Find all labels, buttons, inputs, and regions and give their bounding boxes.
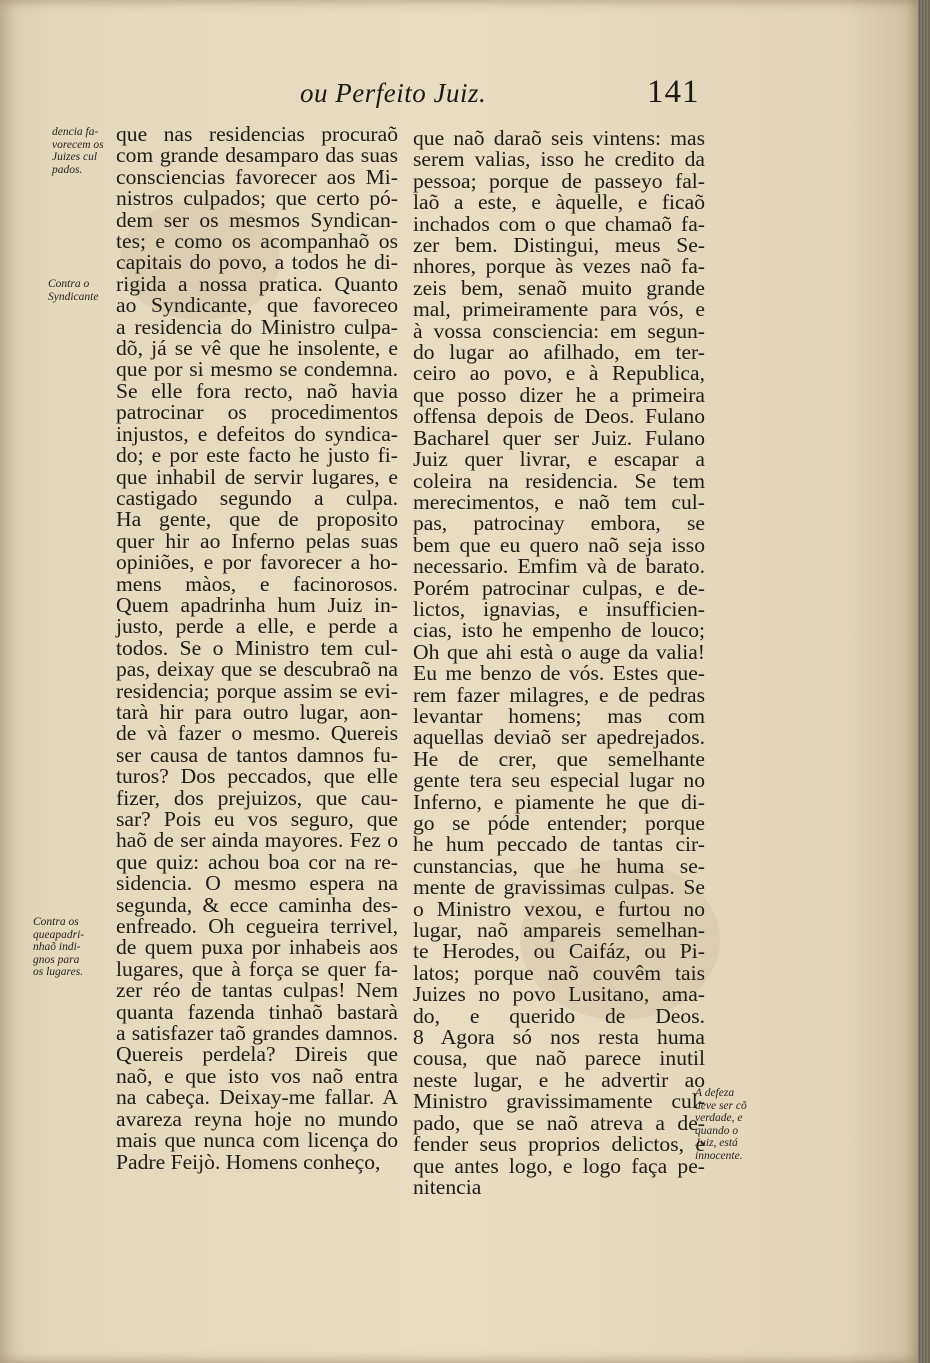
- margin-note-line: Contra os: [33, 916, 79, 928]
- margin-note-line: vorecem os: [52, 138, 104, 151]
- text-line: lugar, naõ ampareis semelhan-: [413, 918, 705, 943]
- text-line: merecimentos, e naõ tem cul-: [413, 489, 705, 514]
- text-line: de quem puxa por inhabeis aos: [116, 935, 398, 960]
- text-line: com grande desamparo das suas: [116, 143, 398, 168]
- text-line: do; e por este facto he justo fi-: [116, 443, 398, 468]
- text-line: Bacharel quer ser Juiz. Fulano: [413, 425, 705, 450]
- text-line: avareza reyna hoje no mundo: [116, 1106, 398, 1131]
- text-line: que antes logo, e logo faça pe-: [413, 1153, 705, 1178]
- text-line: cunstancias, que he huma se-: [413, 853, 705, 878]
- margin-note-line: queapadri-: [33, 928, 85, 941]
- text-line: sar? Pois eu vos seguro, que: [116, 807, 398, 831]
- text-line: do lugar ao afilhado, em ter-: [413, 340, 705, 365]
- text-line: que nas residencias procuraõ: [116, 122, 398, 146]
- margin-note-line: Juiz, está: [695, 1137, 738, 1149]
- margin-note-line: Syndicante: [48, 290, 99, 303]
- text-line: inchados com o que chamaõ fa-: [413, 211, 705, 236]
- text-line: fizer, dos prejuizos, que cau-: [116, 785, 398, 810]
- text-line: que por si mesmo se condemna.: [116, 357, 398, 382]
- running-head: ou Perfeito Juiz.: [300, 78, 487, 108]
- text-line: consciencias favorecer aos Mi-: [116, 164, 398, 189]
- margin-note-line: pados.: [52, 163, 83, 176]
- text-line: neste lugar, e he advertir ao: [413, 1067, 705, 1092]
- text-line: cousa, que naõ parece inutil: [413, 1046, 705, 1071]
- text-line: dem ser os mesmos Syndican-: [116, 207, 398, 232]
- text-line: de và fazer o mesmo. Quereis: [116, 721, 398, 746]
- text-line: bem que eu quero naõ seja isso: [413, 532, 705, 557]
- text-line: o Ministro vexou, e furtou no: [413, 896, 705, 921]
- margin-note-line: os lugares.: [33, 966, 84, 978]
- text-line: go se póde entender; porque: [413, 811, 705, 835]
- margin-note-line: innocente.: [695, 1149, 743, 1162]
- text-line: tes; e como os acompanhaõ os: [116, 229, 398, 254]
- text-line: injustos, e defeitos do syndica-: [116, 421, 398, 446]
- text-line: 8 Agora só nos resta huma: [413, 1025, 705, 1050]
- text-line: fender seus proprios delictos, e: [413, 1132, 705, 1157]
- text-line: capitais do povo, a todos he di-: [116, 250, 398, 275]
- text-line: que inhabil de servir lugares, e: [116, 464, 398, 489]
- margin-note-line: deve ser cõ: [695, 1099, 747, 1112]
- text-line: zer réo de tantas culpas! Nem: [116, 978, 398, 1003]
- text-line: ceiro ao povo, e à Republica,: [413, 361, 705, 386]
- text-line: Ministro gravissimamente cul-: [413, 1089, 705, 1114]
- text-line: zer bem. Distingui, meus Se-: [413, 233, 705, 258]
- text-line: levantar homens; mas com: [413, 703, 705, 728]
- margin-note-left-2: [48, 278, 98, 303]
- text-line: justo, perde a elle, e perde a: [116, 614, 398, 639]
- text-line: Oh que ahi està o auge da valia!: [413, 639, 705, 664]
- text-line: cias, isto he empenho de louco;: [413, 618, 705, 643]
- text-line: na cabeça. Deixay-me fallar. A: [116, 1085, 398, 1110]
- margin-note-line: dencia fa-: [52, 126, 99, 138]
- text-line: Juiz quer livrar, e escapar a: [413, 447, 705, 472]
- text-line: offensa depois de Deos. Fulano: [413, 404, 705, 429]
- text-line: dõ, já se vê que he insolente, e: [116, 336, 398, 361]
- text-line: que posso dizer he a primeira: [413, 382, 705, 407]
- margin-note-line: nhaõ indi-: [33, 941, 81, 953]
- text-line: nitencia: [413, 1174, 482, 1199]
- margin-note-line: Juizes cul: [52, 151, 98, 163]
- text-line: ao Syndicante, que favoreceo: [116, 293, 398, 318]
- text-line: coleira na residencia. Se tem: [413, 468, 705, 493]
- text-line: a residencia do Ministro culpa-: [116, 314, 398, 339]
- text-line: Juizes no povo Lusitano, ama-: [413, 982, 705, 1007]
- text-line: que naõ daraõ seis vintens: mas: [413, 126, 705, 150]
- text-line: Inferno, e piamente he que di-: [413, 789, 705, 814]
- text-line: segunda, & ecce caminha des-: [116, 892, 398, 917]
- text-line: castigado segundo a culpa.: [116, 485, 398, 510]
- text-line: patrocinar os procedimentos: [116, 400, 398, 425]
- text-line: que quiz: achou boa cor na re-: [116, 849, 398, 874]
- margin-note-line: A defeza: [695, 1087, 735, 1099]
- text-column-right: [413, 128, 705, 1198]
- text-line: zeis bem, senaõ muito grande: [413, 275, 705, 300]
- page-number: 141: [647, 74, 700, 110]
- text-line: pado, que se naõ atreva a de-: [413, 1110, 705, 1135]
- text-line: nhores, porque às vezes naõ fa-: [413, 254, 705, 279]
- text-line: aquellas deviaõ ser apedrejados.: [413, 725, 705, 750]
- text-line: Ha gente, que de proposito: [116, 507, 398, 532]
- text-line: necessario. Emfim và de barato.: [413, 554, 705, 579]
- text-line: lugares, que à força se quer fa-: [116, 956, 398, 981]
- text-line: rigida a nossa pratica. Quanto: [116, 271, 398, 296]
- text-column-left: [116, 124, 398, 1173]
- text-line: pas, patrocinay embora, se: [413, 511, 705, 536]
- text-line: he hum peccado de tantas cir-: [413, 832, 705, 857]
- text-line: pessoa; porque de passeyo fal-: [413, 168, 705, 193]
- margin-note-line: verdade, e: [695, 1112, 743, 1124]
- text-line: mal, primeiramente para vós, e: [413, 297, 705, 322]
- text-line: latos; porque naõ couvêm tais: [413, 960, 705, 985]
- text-line: He de crer, que semelhante: [413, 746, 705, 771]
- margin-note-line: Contra o: [48, 278, 90, 290]
- text-line: a satisfazer taõ grandes damnos.: [116, 1021, 398, 1046]
- text-line: ser causa de tantos damnos fu-: [116, 742, 398, 767]
- text-line: Quem apadrinha hum Juiz in-: [116, 592, 398, 617]
- text-line: residencia; porque assim se evi-: [116, 678, 398, 703]
- text-line: haõ de ser ainda mayores. Fez o: [116, 828, 398, 853]
- text-line: sidencia. O mesmo espera na: [116, 871, 398, 896]
- text-line: quer hir ao Inferno pelas suas: [116, 528, 398, 553]
- text-line: mens màos, e facinorosos.: [116, 571, 398, 596]
- text-line: quanta fazenda tinhaõ bastarà: [116, 999, 398, 1024]
- margin-note-left-1: [52, 126, 104, 176]
- text-line: mais que nunca com licença do: [116, 1128, 398, 1153]
- text-line: Eu me benzo de vós. Estes que-: [413, 661, 705, 686]
- text-line: Se elle fora recto, naõ havia: [116, 378, 398, 403]
- text-line: lictos, ignavias, e insufficien-: [413, 596, 705, 621]
- text-line: gente tera seu especial lugar no: [413, 768, 705, 793]
- text-line: do, e querido de Deos.: [413, 1003, 705, 1028]
- text-line: todos. Se o Ministro tem cul-: [116, 635, 398, 660]
- text-line: pas, deixay que se descubraõ na: [116, 657, 398, 682]
- text-line: Porém patrocinar culpas, e de-: [413, 575, 705, 600]
- text-line: rem fazer milagres, e de pedras: [413, 682, 705, 707]
- text-line: tarà hir para outro lugar, aon-: [116, 699, 398, 724]
- text-line: te Herodes, ou Caifáz, ou Pi-: [413, 939, 705, 964]
- text-line: à vossa consciencia: em segun-: [413, 318, 705, 343]
- text-line: opiniões, e por favorecer a ho-: [116, 550, 398, 575]
- page-edge: [918, 0, 930, 1363]
- text-line: naõ, e que isto vos naõ entra: [116, 1063, 398, 1088]
- margin-note-line: quando o: [695, 1124, 739, 1137]
- margin-note-line: gnos para: [33, 953, 80, 966]
- text-line: Quereis perdela? Direis que: [116, 1042, 398, 1067]
- text-line: turos? Dos peccados, que elle: [116, 764, 398, 789]
- margin-note-left-3: [33, 916, 84, 979]
- text-line: mente de gravissimas culpas. Se: [413, 875, 705, 900]
- text-line: laõ a este, e àquelle, e ficaõ: [413, 190, 705, 215]
- text-line: Padre Feijò. Homens conheço,: [116, 1149, 381, 1174]
- text-line: nistros culpados; que certo pó-: [116, 186, 398, 211]
- text-line: serem valias, isso he credito da: [413, 147, 705, 172]
- text-line: enfreado. Oh cegueira terrivel,: [116, 914, 398, 939]
